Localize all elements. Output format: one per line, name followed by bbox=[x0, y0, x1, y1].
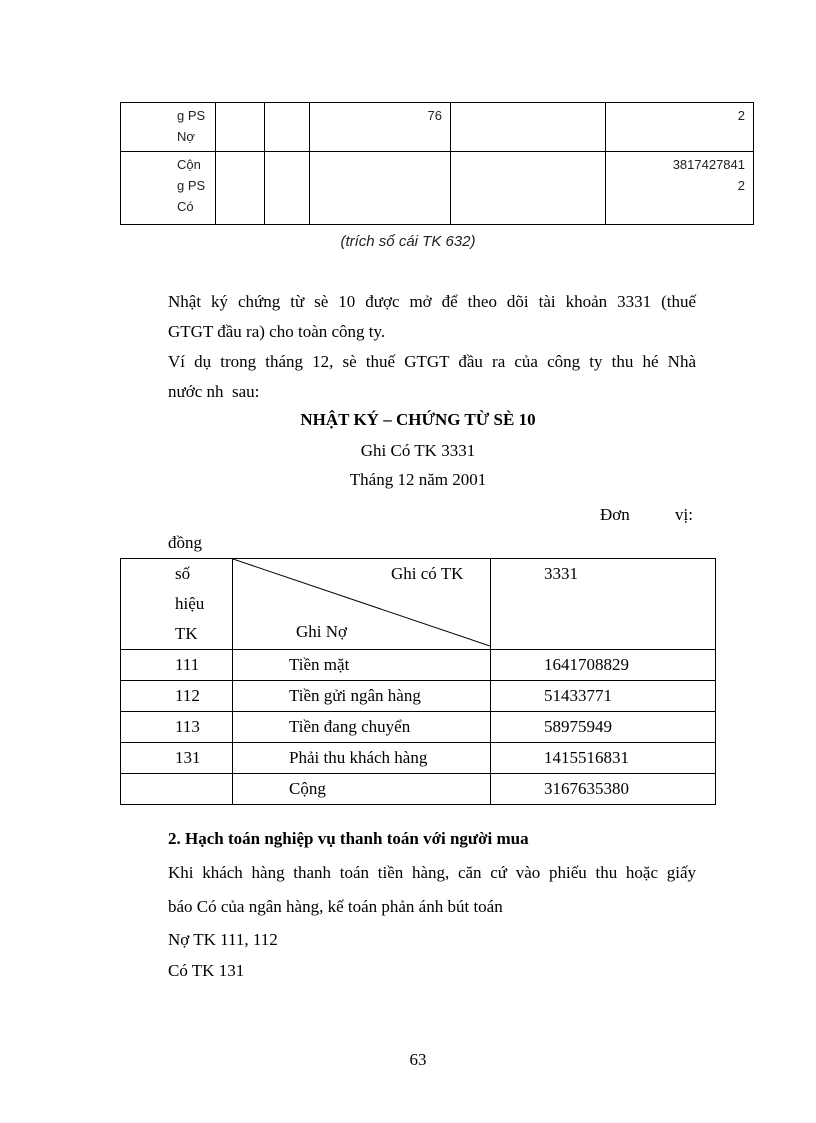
table-row bbox=[121, 743, 716, 774]
ledger-label-line: Nợ bbox=[177, 129, 195, 144]
ledger-caption: (trích sổ cái TK 632) bbox=[340, 233, 476, 250]
journal-title: NHẬT KÝ – CHỨNG TỪ SÈ 10 bbox=[300, 410, 536, 429]
ledger-label-cell bbox=[121, 103, 216, 152]
ledger-label-line: Cộn bbox=[177, 157, 201, 172]
journal-period: Tháng 12 năm 2001 bbox=[349, 470, 487, 489]
header-debit-label: Ghi Nợ bbox=[296, 622, 348, 641]
account-code: 112 bbox=[121, 681, 233, 712]
ledger-empty-cell bbox=[451, 103, 606, 152]
account-code: 131 bbox=[121, 743, 233, 774]
table-row bbox=[121, 712, 716, 743]
amount: 1415516831 bbox=[491, 743, 716, 774]
ledger-label-line: Có bbox=[177, 199, 194, 214]
section-line: Khi khách hàng thanh toán tiền hàng, căn cứ vào phiếu thu hoặc giấy bbox=[168, 863, 696, 882]
header-line: TK bbox=[175, 624, 198, 643]
section-line: báo Có của ngân hàng, kế toán phản ánh bút toán bbox=[168, 897, 503, 916]
header-line: số bbox=[175, 564, 191, 583]
amount: 1641708829 bbox=[491, 650, 716, 681]
intro-line: Ví dụ trong tháng 12, sè thuế GTGT đầu ra của công ty thu hé Nhà bbox=[168, 352, 696, 371]
header-line: hiệu bbox=[175, 594, 205, 613]
ledger-empty-cell bbox=[216, 103, 265, 152]
ledger-value-cell bbox=[310, 152, 451, 225]
ledger-label-cell bbox=[121, 152, 216, 225]
journal-subtitle: Ghi Có TK 3331 bbox=[360, 441, 476, 460]
section-heading: 2. Hạch toán nghiệp vụ thanh toán với người mua bbox=[168, 829, 529, 848]
ledger-value-cell bbox=[606, 152, 754, 225]
account-name: Tiền mặt bbox=[233, 650, 491, 681]
total-amount: 3167635380 bbox=[491, 774, 716, 805]
account-name: Tiền gửi ngân hàng bbox=[233, 681, 491, 712]
header-diagonal-cell bbox=[233, 559, 491, 650]
ledger-empty-cell bbox=[265, 103, 310, 152]
ledger-empty-cell bbox=[451, 152, 606, 225]
ledger-label-line: g PS bbox=[177, 178, 206, 193]
account-code: 113 bbox=[121, 712, 233, 743]
table-row bbox=[121, 152, 754, 225]
table-row bbox=[121, 650, 716, 681]
total-row bbox=[121, 774, 716, 805]
journal-table bbox=[120, 558, 716, 805]
amount: 58975949 bbox=[491, 712, 716, 743]
ledger-label-line: g PS bbox=[177, 108, 206, 123]
account-name: Phải thu khách hàng bbox=[233, 743, 491, 774]
ledger-empty-cell bbox=[265, 152, 310, 225]
intro-line: nước nh sau: bbox=[168, 382, 260, 401]
ledger-table bbox=[120, 102, 754, 225]
ledger-value: 76 bbox=[427, 108, 442, 123]
ledger-value-cell bbox=[606, 103, 754, 152]
header-account-3331: 3331 bbox=[491, 559, 716, 650]
header-credit-label: Ghi có TK bbox=[391, 564, 464, 583]
page-number: 63 bbox=[409, 1050, 427, 1069]
section-line: Có TK 131 bbox=[168, 961, 245, 980]
total-label: Cộng bbox=[233, 774, 491, 805]
intro-line: GTGT đầu ra) cho toàn công ty. bbox=[168, 322, 386, 341]
account-name: Tiền đang chuyển bbox=[233, 712, 491, 743]
table-row bbox=[121, 681, 716, 712]
unit-label-2: vị: bbox=[675, 505, 693, 524]
section-line: Nợ TK 111, 112 bbox=[168, 930, 278, 949]
account-code bbox=[121, 774, 233, 805]
ledger-empty-cell bbox=[216, 152, 265, 225]
ledger-value: 3817427841 bbox=[672, 157, 745, 172]
unit-label: Đơn bbox=[600, 505, 630, 524]
ledger-value: 2 bbox=[737, 178, 745, 193]
journal-header-row bbox=[121, 559, 716, 650]
intro-line: Nhật ký chứng từ sè 10 được mở để theo dõi tài khoản 3331 (thuế bbox=[168, 292, 696, 311]
table-row bbox=[121, 103, 754, 152]
amount: 51433771 bbox=[491, 681, 716, 712]
unit-value: đồng bbox=[168, 533, 202, 552]
ledger-value-cell bbox=[310, 103, 451, 152]
header-account-code bbox=[121, 559, 233, 650]
ledger-value: 2 bbox=[737, 108, 745, 123]
account-code: 111 bbox=[121, 650, 233, 681]
